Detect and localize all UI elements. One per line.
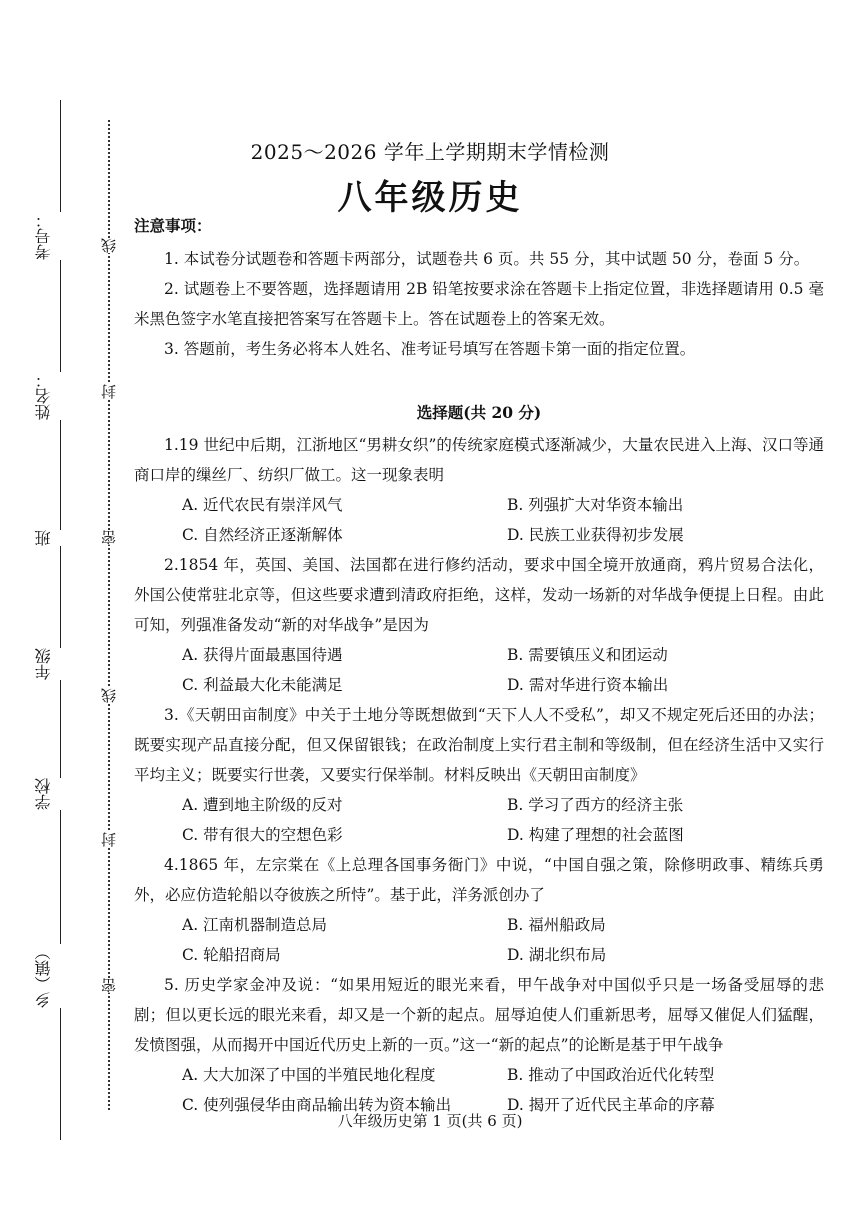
exam-subtitle: 2025～2026 学年上学期期末学情检测 — [250, 140, 610, 164]
option-b: B. 需要镇压义和团运动 — [507, 646, 668, 664]
option-c: C. 轮船招商局 — [182, 946, 281, 964]
seal-mark-line: 线 — [100, 238, 118, 253]
option-a: A. 获得片面最惠国待遇 — [182, 646, 343, 664]
question-2 — [134, 550, 824, 700]
question-4 — [134, 850, 824, 970]
seal-mark-secret: 密 — [100, 978, 118, 993]
seal-mark-seal: 封 — [100, 384, 118, 399]
option-a: A. 遭到地主阶级的反对 — [182, 796, 343, 814]
school-label: 学校 — [34, 778, 74, 810]
section-title: 选择题(共 20 分) — [416, 403, 542, 422]
option-d: D. 湖北织布局 — [507, 946, 607, 964]
page-footer: 八年级历史第 1 页(共 6 页) — [337, 1112, 523, 1130]
question-stem: 5. 历史学家金冲及说：“如果用短近的眼光来看，甲午战争对中国似乎只是一场备受屈辱的悲剧；但以更长远的眼光来看，却又是一个新的起点。屈辱迫使人们重新思考，屈辱又催促人们猛醒，发愤图强，从而揭开中国近代历史上新的一页。”这一“新的起点”的论断是基于甲午战争 — [134, 976, 824, 1054]
option-c: C. 带有很大的空想色彩 — [182, 826, 343, 844]
options — [134, 640, 824, 700]
option-d: D. 构建了理想的社会蓝图 — [507, 826, 684, 844]
option-c: C. 利益最大化未能满足 — [182, 676, 343, 694]
notice-item: 3. 答题前，考生务必将本人姓名、准考证号填写在答题卡第一面的指定位置。 — [164, 340, 696, 358]
option-a: A. 江南机器制造总局 — [182, 916, 328, 934]
exam-title: 八年级历史 — [337, 178, 523, 218]
options — [134, 790, 824, 850]
question-3 — [134, 700, 824, 850]
option-b: B. 学习了西方的经济主张 — [507, 796, 684, 814]
name-label: 姓名： — [34, 372, 74, 420]
seal-mark-line: 线 — [100, 688, 118, 703]
notice-item: 2. 试题卷上不要答题，选择题请用 2B 铅笔按要求涂在答题卡上指定位置，非选择题请用 0.5 毫米黑色签字水笔直接把答案写在答题卡上。答在试题卷上的答案无效。 — [134, 280, 824, 328]
seal-dotted-line — [108, 120, 110, 1110]
option-d: D. 民族工业获得初步发展 — [507, 526, 684, 544]
grade-label: 年级 — [34, 648, 74, 680]
option-b: B. 列强扩大对华资本输出 — [507, 496, 684, 514]
option-c: C. 自然经济正逐渐解体 — [182, 526, 343, 544]
option-a: A. 大大加深了中国的半殖民地化程度 — [182, 1066, 436, 1084]
question-stem: 1.19 世纪中后期，江浙地区“男耕女织”的传统家庭模式逐渐减少，大量农民进入上海、汉口等通商口岸的缫丝厂、纺织厂做工。这一现象表明 — [134, 436, 824, 484]
question-stem: 4.1865 年，左宗棠在《上总理各国事务衙门》中说，“中国自强之策，除修明政事、精练兵勇外，必应仿造轮船以夺彼族之所恃”。基于此，洋务派创办了 — [134, 856, 824, 904]
seal-mark-secret: 密 — [100, 530, 118, 545]
exam-content — [134, 214, 824, 1120]
seal-mark-seal: 封 — [100, 832, 118, 847]
option-a: A. 近代农民有崇洋风气 — [182, 496, 343, 514]
option-c: C. 使列强侵华由商品输出转为资本输出 — [182, 1096, 452, 1114]
notice-item: 1. 本试卷分试题卷和答题卡两部分，试题卷共 6 页。共 55 分，其中试题 50 分，卷面 5 分。 — [164, 250, 810, 268]
question-stem: 3.《天朝田亩制度》中关于土地分等既想做到“天下人人不受私”，却又不规定死后还田的办法；既要实现产品直接分配，但又保留银钱；在政治制度上实行君主制和等级制，但在经济生活中又实行平均主义；既要实行世袭，又要实行保举制。材料反映出《天朝田亩制度》 — [134, 706, 824, 784]
option-d: D. 需对华进行资本输出 — [507, 676, 669, 694]
township-label: 乡（镇） — [34, 944, 74, 1008]
option-d: D. 揭开了近代民主革命的序幕 — [507, 1096, 715, 1114]
options — [134, 490, 824, 550]
exam-number-label: 考号： — [34, 212, 74, 260]
question-stem: 2.1854 年，英国、美国、法国都在进行修约活动，要求中国全境开放通商，鸦片贸易合法化，外国公使常驻北京等，但这些要求遭到清政府拒绝，这样，发动一场新的对华战争便提上日程。由此可知，列强准备发动“新的对华战争”是因为 — [134, 556, 824, 634]
notice-heading: 注意事项： — [134, 216, 212, 235]
question-1 — [134, 430, 824, 550]
class-label: 班 — [34, 530, 74, 546]
option-b: B. 推动了中国政治近代化转型 — [507, 1066, 715, 1084]
option-b: B. 福州船政局 — [507, 916, 606, 934]
options — [134, 910, 824, 970]
question-5 — [134, 970, 824, 1120]
